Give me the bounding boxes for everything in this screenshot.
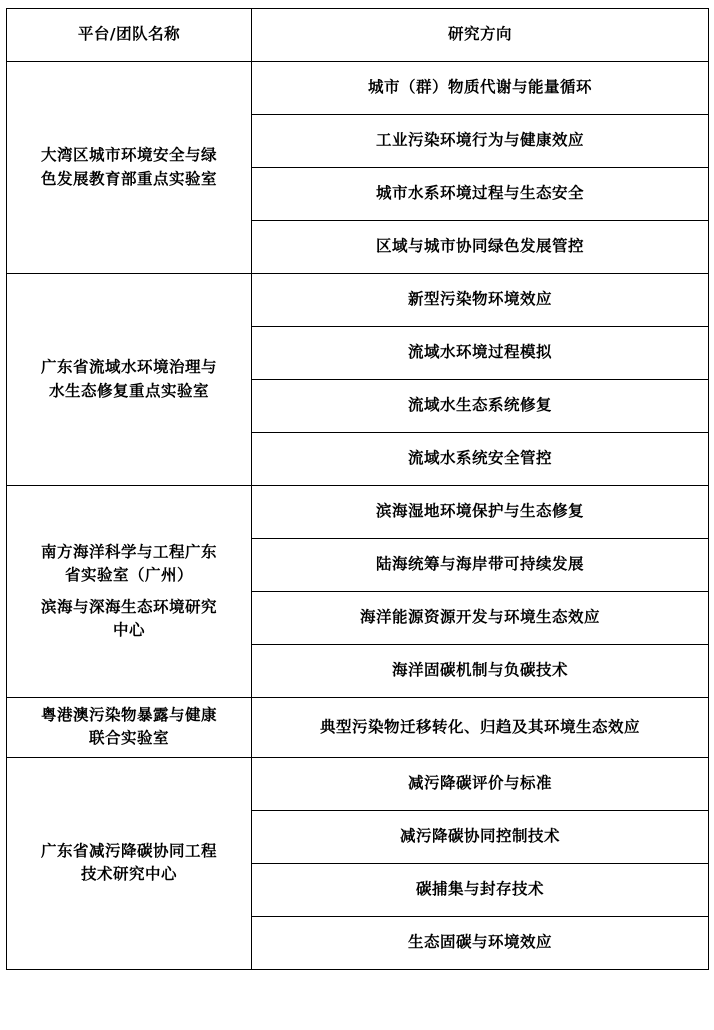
research-direction-cell: 生态固碳与环境效应 [252, 916, 709, 969]
platform-name-cell [7, 274, 252, 486]
research-direction-cell: 碳捕集与封存技术 [252, 863, 709, 916]
platform-name-line: 省实验室（广州） [64, 566, 193, 585]
table-row [7, 757, 709, 810]
research-direction-cell: 流域水环境过程模拟 [252, 327, 709, 380]
platform-name-cell [7, 757, 252, 969]
platform-name-line: 广东省流域水环境治理与 [40, 358, 217, 377]
research-direction-cell: 滨海湿地环境保护与生态修复 [252, 486, 709, 539]
platform-name-line: 南方海洋科学与工程广东 [40, 543, 217, 561]
research-platforms-table [6, 8, 709, 970]
table-header-row [7, 9, 709, 62]
header-research-direction: 研究方向 [252, 9, 709, 62]
research-direction-cell: 减污降碳评价与标准 [252, 757, 709, 810]
platform-name-cell [7, 698, 252, 758]
platform-name-line: 中心 [112, 620, 145, 639]
platform-name-line: 广东省减污降碳协同工程 [40, 841, 217, 860]
table-row [7, 486, 709, 539]
research-direction-cell: 城市（群）物质代谢与能量循环 [252, 62, 709, 115]
research-direction-cell: 减污降碳协同控制技术 [252, 810, 709, 863]
research-direction-cell: 流域水系统安全管控 [252, 433, 709, 486]
research-direction-cell: 海洋能源资源开发与环境生态效应 [252, 592, 709, 645]
header-platform-name: 平台/团队名称 [7, 9, 252, 62]
table-body [7, 62, 709, 970]
platform-name-line: 技术研究中心 [80, 865, 177, 883]
platform-name-line: 色发展教育部重点实验室 [40, 169, 217, 188]
research-direction-cell: 区域与城市协同绿色发展管控 [252, 221, 709, 274]
research-direction-cell: 工业污染环境行为与健康效应 [252, 115, 709, 168]
platform-name-line: 联合实验室 [88, 729, 169, 748]
table-header [7, 9, 709, 62]
table-row [7, 62, 709, 115]
research-direction-cell: 城市水系环境过程与生态安全 [252, 168, 709, 221]
research-direction-cell: 陆海统筹与海岸带可持续发展 [252, 539, 709, 592]
table-row [7, 274, 709, 327]
research-direction-cell: 海洋固碳机制与负碳技术 [252, 645, 709, 698]
platform-name-cell [7, 62, 252, 274]
table-row [7, 698, 709, 758]
research-direction-cell: 流域水生态系统修复 [252, 380, 709, 433]
platform-name-line: 水生态修复重点实验室 [48, 381, 209, 400]
platform-name-line [15, 588, 243, 596]
platform-name-cell [7, 486, 252, 698]
platform-name-line: 粤港澳污染物暴露与健康 [40, 706, 217, 724]
platform-name-line: 大湾区城市环境安全与绿 [40, 146, 217, 165]
platform-name-line: 滨海与深海生态环境研究 [40, 597, 217, 616]
research-direction-cell: 典型污染物迁移转化、归趋及其环境生态效应 [252, 698, 709, 758]
research-direction-cell: 新型污染物环境效应 [252, 274, 709, 327]
